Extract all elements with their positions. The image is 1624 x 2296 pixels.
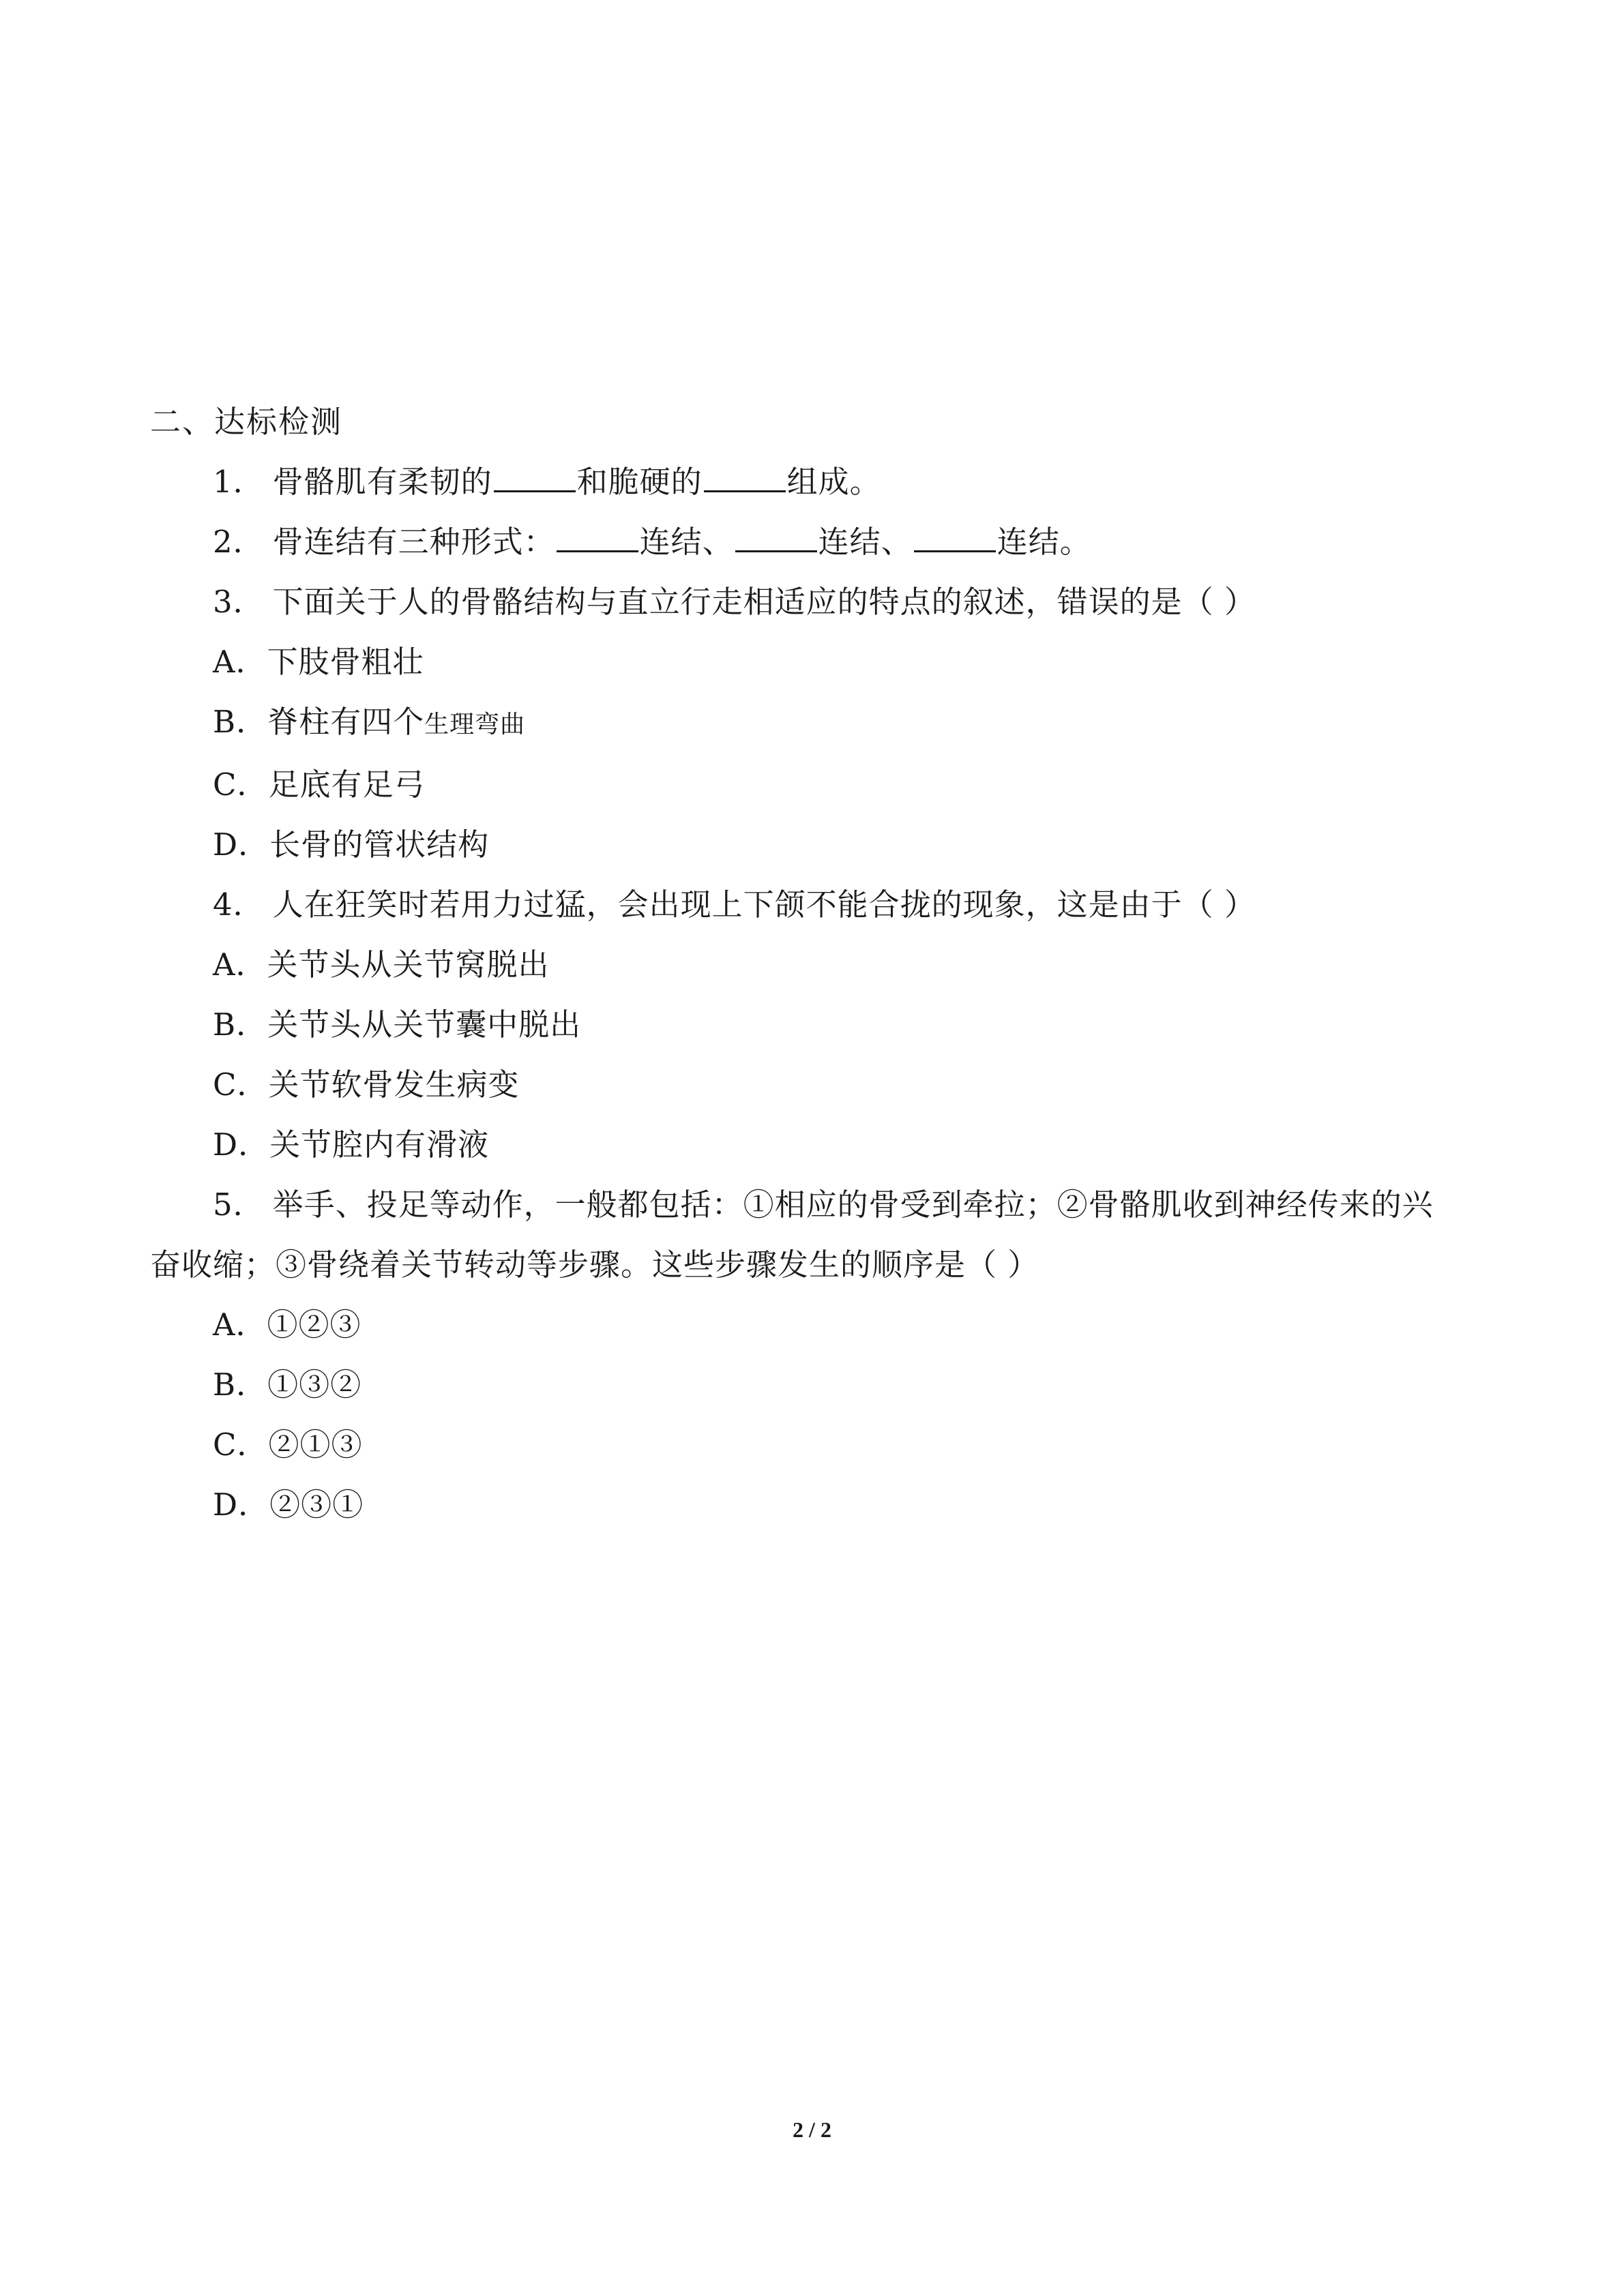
option-label: C． xyxy=(213,1427,269,1463)
option-text: 关节头从关节囊中脱出 xyxy=(267,1007,582,1043)
option-b xyxy=(150,995,1487,1055)
option-text: 下肢骨粗壮 xyxy=(267,644,424,680)
option-text: 关节腔内有滑液 xyxy=(269,1127,490,1163)
option-text: 脊柱有四个 xyxy=(267,704,425,740)
option-text: ②③① xyxy=(269,1487,364,1523)
option-text: ①②③ xyxy=(267,1307,361,1343)
option-c xyxy=(150,1055,1487,1115)
option-text: 足底有足弓 xyxy=(268,766,426,803)
question-number: 3． xyxy=(213,584,265,620)
question-stem: 举手、投足等动作，一般都包括：①相应的骨受到牵拉；②骨骼肌收到神经传来的兴 xyxy=(272,1187,1434,1223)
question-1 xyxy=(150,452,1487,512)
option-text: 关节软骨发生病变 xyxy=(268,1067,520,1103)
question-text: 和脆硬的 xyxy=(576,464,703,500)
option-text: 关节头从关节窝脱出 xyxy=(267,946,550,983)
option-c xyxy=(150,755,1487,815)
fill-blank xyxy=(557,523,638,552)
option-d xyxy=(150,1475,1487,1535)
option-text: 长骨的管状结构 xyxy=(269,826,490,863)
option-a xyxy=(150,1295,1487,1355)
option-b xyxy=(150,692,1487,755)
option-label: B． xyxy=(213,704,268,740)
question-4 xyxy=(150,875,1487,935)
fill-blank xyxy=(494,463,576,492)
option-label: A． xyxy=(213,946,267,983)
option-label: D． xyxy=(213,1127,270,1163)
question-stem: 奋收缩；③骨绕着关节转动等步骤。这些步骤发生的顺序是（ ） xyxy=(150,1247,1039,1283)
option-text: ②①③ xyxy=(268,1427,363,1463)
question-number: 5． xyxy=(213,1187,265,1223)
option-label: B． xyxy=(213,1007,268,1043)
option-b xyxy=(150,1355,1487,1415)
question-5-continued xyxy=(150,1235,1487,1295)
option-text-small: 生理弯曲 xyxy=(424,711,526,739)
option-d xyxy=(150,815,1487,875)
question-number: 4． xyxy=(213,886,265,923)
question-number: 1． xyxy=(213,464,265,500)
question-text: 组成。 xyxy=(786,464,881,500)
question-text: 骨骼肌有柔韧的 xyxy=(272,464,492,500)
content-area xyxy=(150,392,1487,1535)
question-stem: 人在狂笑时若用力过猛，会出现上下颌不能合拢的现象，这是由于（ ） xyxy=(272,886,1256,923)
option-label: D． xyxy=(213,1487,270,1523)
question-text: 连结、 xyxy=(639,524,734,560)
option-label: C． xyxy=(213,766,269,803)
page-number: 2 / 2 xyxy=(793,2117,831,2142)
option-label: B． xyxy=(213,1367,268,1403)
question-5 xyxy=(150,1175,1487,1235)
option-a xyxy=(150,632,1487,692)
question-text: 连结、 xyxy=(818,524,913,560)
fill-blank xyxy=(704,463,786,492)
section-title: 二、达标检测 xyxy=(150,404,343,440)
fill-blank xyxy=(735,523,817,552)
fill-blank xyxy=(914,523,996,552)
option-label: A． xyxy=(213,644,267,680)
question-text: 骨连结有三种形式： xyxy=(272,524,555,560)
option-text: ①③② xyxy=(267,1367,362,1403)
question-text: 连结。 xyxy=(996,524,1091,560)
option-label: D． xyxy=(213,826,270,863)
question-stem: 下面关于人的骨骼结构与直立行走相适应的特点的叙述，错误的是（ ） xyxy=(272,584,1256,620)
option-label: C． xyxy=(213,1067,269,1103)
question-number: 2． xyxy=(213,524,265,560)
question-3 xyxy=(150,572,1487,632)
option-a xyxy=(150,935,1487,995)
option-c xyxy=(150,1415,1487,1475)
option-d xyxy=(150,1115,1487,1175)
option-label: A． xyxy=(213,1307,267,1343)
question-2 xyxy=(150,512,1487,572)
